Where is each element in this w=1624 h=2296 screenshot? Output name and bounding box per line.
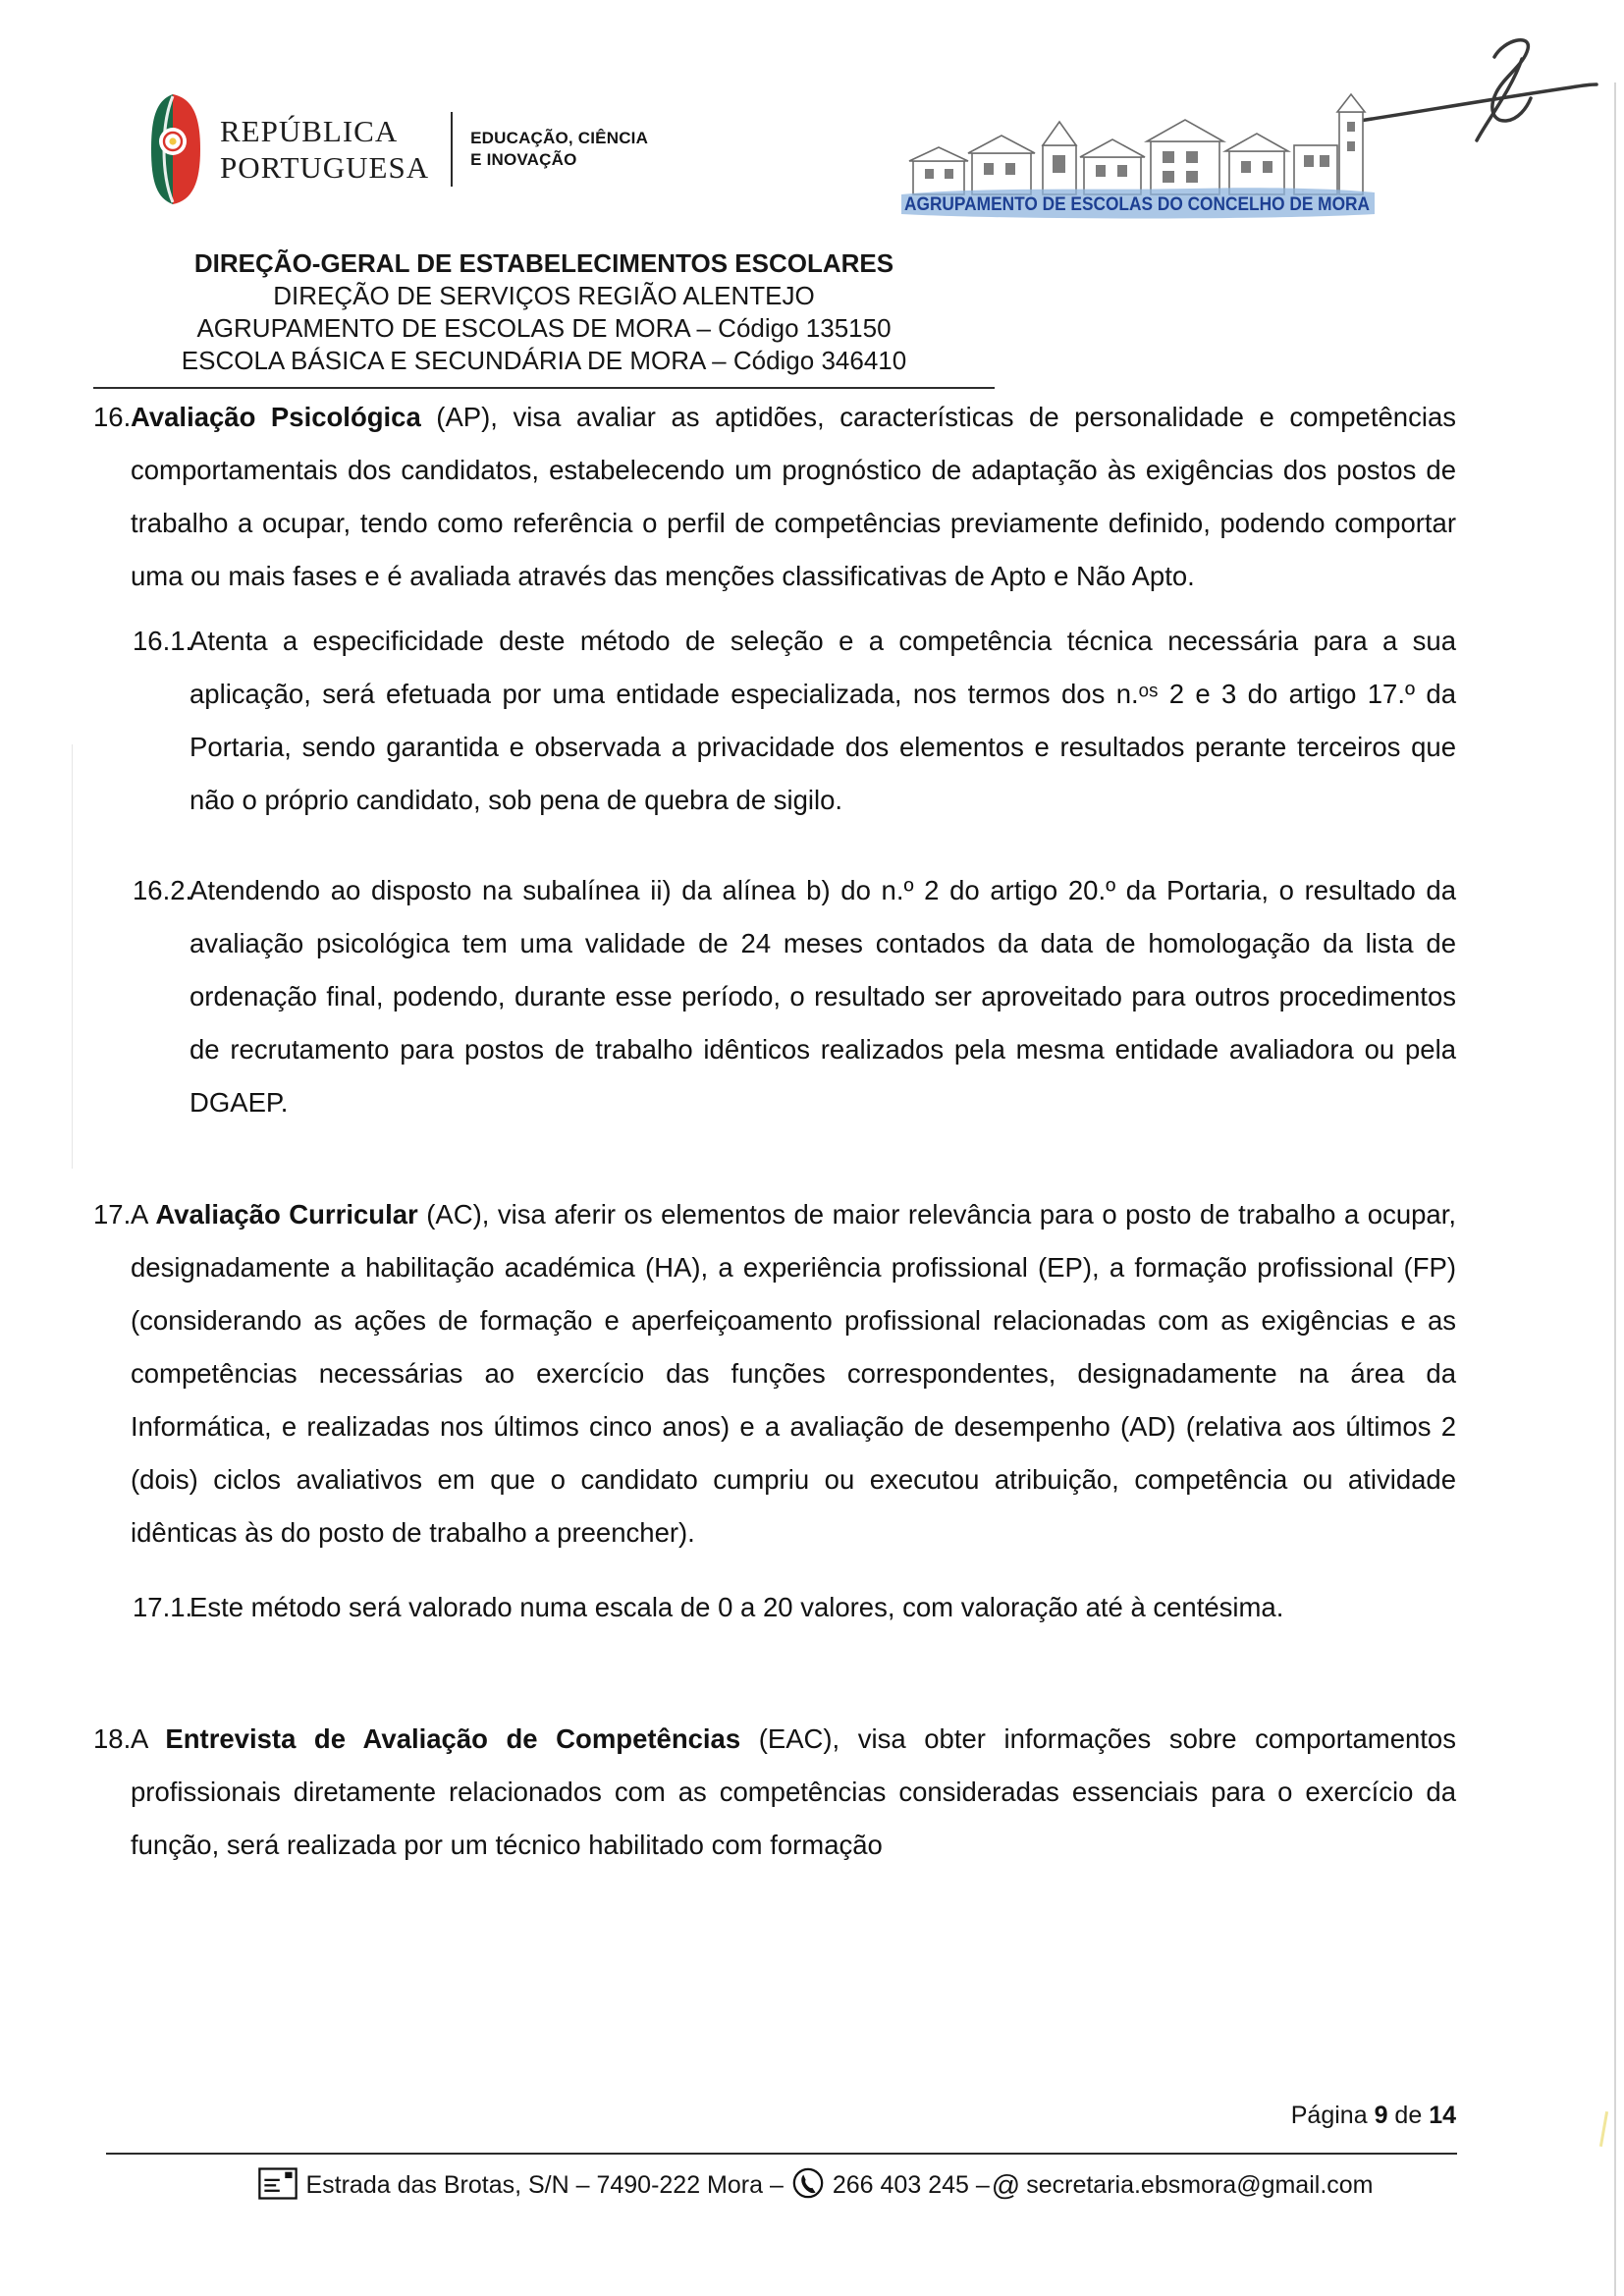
item-18-pre: A: [131, 1723, 166, 1754]
letterhead-line-4: ESCOLA BÁSICA E SECUNDÁRIA DE MORA – Código 346410: [181, 346, 907, 375]
address-text: Estrada das Brotas, S/N – 7490-222 Mora –: [305, 2171, 784, 2199]
item-18-number: 18.: [93, 1723, 132, 1754]
republica-line: REPÚBLICA: [220, 114, 399, 148]
item-18-bold-lead: Entrevista de Avaliação de Competências: [165, 1723, 741, 1754]
ministry-line-2: E INOVAÇÃO: [470, 150, 577, 169]
scan-yellow-mark-artifact: [1599, 2111, 1608, 2147]
ministry-line-1: EDUCAÇÃO, CIÊNCIA: [470, 129, 649, 147]
paragraph-17: [93, 1188, 1456, 1559]
header-divider: [451, 112, 453, 187]
phone-text: 266 403 245 –: [832, 2171, 990, 2199]
paragraph-16: [93, 391, 1456, 603]
ministry-wordmark: [470, 128, 648, 171]
item-16-1-number: 16.1.: [133, 626, 193, 656]
footer-address-line: [0, 2166, 1624, 2203]
envelope-icon: [258, 2167, 298, 2200]
item-16-number: 16.: [93, 402, 132, 432]
item-16-1-text: Atenta a especificidade deste método de seleção e a competência técnica necessária para a sua aplicação, será efetuada por uma entidade especializada, nos termos dos n.ᵒˢ 2 e 3 do artigo 17.º da Portaria, sendo garantida e observada a privacidade dos elementos e resultados perante terceiros que não o próprio candidato, sob pena de quebra de sigilo.: [189, 626, 1456, 815]
footer-rule: [106, 2153, 1457, 2155]
school-cluster-banner-text: AGRUPAMENTO DE ESCOLAS DO CONCELHO DE MORA: [904, 194, 1371, 215]
item-17-pre: A: [131, 1199, 156, 1230]
republica-portuguesa-flag-icon: [143, 90, 206, 208]
page-total: 14: [1429, 2102, 1456, 2129]
paragraph-18: [93, 1713, 1456, 1872]
portuguesa-line: PORTUGUESA: [220, 150, 430, 185]
school-cluster-logo village-illustration-icon: [895, 77, 1379, 222]
item-16-text: (AP), visa avaliar as aptidões, características de personalidade e competências comportamentais dos candidatos, estabelecendo um prognóstico de adaptação às exigências dos postos de trabalho a ocupar, tendo como referência o perfil de competências previamente definido, podendo comportar uma ou mais fases e é avaliada através das menções classificativas de Apto e Não Apto.: [131, 402, 1456, 591]
page-of-label: de: [1394, 2102, 1423, 2129]
item-16-bold-lead: Avaliação Psicológica: [131, 402, 421, 432]
scan-edge-artifact: [1614, 82, 1616, 2296]
paragraph-16-1: [133, 615, 1456, 827]
phone-icon: [791, 2166, 825, 2200]
header-left: [143, 90, 648, 208]
paragraph-16-2: [133, 864, 1456, 1129]
item-17-bold-lead: Avaliação Curricular: [155, 1199, 418, 1230]
republica-portuguesa-wordmark: [220, 113, 429, 186]
item-17-number: 17.: [93, 1199, 132, 1230]
item-17-1-number: 17.1.: [133, 1592, 193, 1622]
item-16-2-text: Atendendo ao disposto na subalínea ii) da alínea b) do n.º 2 do artigo 20.º da Portaria, o resultado da avaliação psicológica tem uma validade de 24 meses contados da data de homologação da lista de ordenação final, podendo, durante esse período, o resultado ser aproveitado para outros procedimentos de recrutamento para postos de trabalho idênticos realizados pela mesma entidade avaliadora ou pela DGAEP.: [189, 875, 1456, 1118]
paragraph-17-1: [133, 1581, 1456, 1634]
item-16-2-number: 16.2.: [133, 875, 193, 905]
scan-fold-artifact: [72, 744, 73, 1169]
page-label: Página: [1290, 2102, 1368, 2129]
letterhead-line-3: AGRUPAMENTO DE ESCOLAS DE MORA – Código 135150: [196, 313, 892, 343]
item-18-text: (EAC), visa obter informações sobre comportamentos profissionais diretamente relacionados com as competências consideradas essenciais para o exercício da função, será realizada por um técnico habilitado com formação: [131, 1723, 1456, 1860]
email-text: secretaria.ebsmora@gmail.com: [1026, 2171, 1374, 2199]
letterhead-line-2: DIREÇÃO DE SERVIÇOS REGIÃO ALENTEJO: [273, 281, 815, 310]
page-current: 9: [1374, 2102, 1388, 2129]
page-number: [93, 2102, 1456, 2130]
item-17-1-text: Este método será valorado numa escala de 0 a 20 valores, com valoração até à centésima.: [189, 1592, 1284, 1622]
at-icon: @: [991, 2170, 1021, 2202]
document-body: [93, 391, 1456, 1872]
letterhead-line-1: DIREÇÃO-GERAL DE ESTABELECIMENTOS ESCOLARES: [193, 248, 894, 278]
letterhead: [93, 247, 995, 389]
item-17-text: (AC), visa aferir os elementos de maior relevância para o posto de trabalho a ocupar, designadamente a habilitação académica (HA), a experiência profissional (EP), a formação profissional (FP) (considerando as ações de formação e aperfeiçoamento profissional relacionadas com as exigências e as competências necessárias ao exercício das funções correspondentes, designadamente na área da Informática, e realizadas nos últimos cinco anos) e a avaliação de desempenho (AD) (relativa aos últimos 2 (dois) ciclos avaliativos em que o candidato cumpriu ou executou atribuição, competência ou atividade idênticas às do posto de trabalho a preencher).: [131, 1199, 1457, 1548]
